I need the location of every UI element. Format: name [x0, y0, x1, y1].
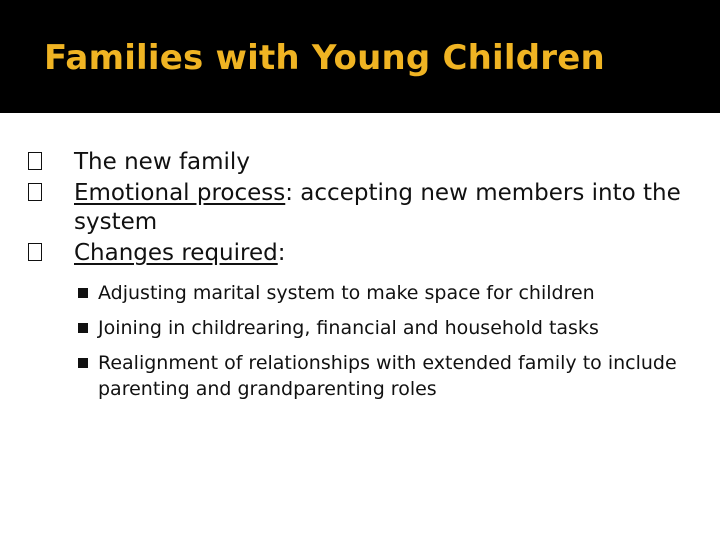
- sub-bullet-list: [28, 280, 698, 402]
- filled-square-bullet-icon: [78, 288, 88, 298]
- hollow-square-bullet-icon: [28, 183, 42, 201]
- slide-content: [28, 148, 698, 402]
- bullet-description: :: [277, 240, 286, 266]
- hollow-square-bullet-icon: [28, 152, 42, 170]
- filled-square-bullet-icon: [78, 323, 88, 333]
- sub-bullet-item: [28, 350, 698, 402]
- sub-bullet-item: [28, 315, 698, 341]
- filled-square-bullet-icon: [78, 358, 88, 368]
- bullet-description: : accepting new members into the system: [74, 180, 681, 235]
- bullet-text: [74, 179, 698, 237]
- sub-bullet-text: Realignment of relationships with extended family to include parenting and grandparenting roles: [98, 352, 677, 400]
- sub-bullet-item: [28, 280, 698, 306]
- bullet-text: The new family: [74, 149, 250, 175]
- slide-title: Families with Young Children: [44, 38, 605, 78]
- sub-bullet-text: Joining in childrearing, financial and household tasks: [98, 317, 599, 339]
- bullet-item: [28, 148, 698, 177]
- sub-bullet-text: Adjusting marital system to make space for children: [98, 282, 595, 304]
- bullet-label: Emotional process: [74, 180, 286, 206]
- hollow-square-bullet-icon: [28, 243, 42, 261]
- bullet-item: [28, 239, 698, 268]
- bullet-item: [28, 179, 698, 237]
- title-band: [0, 0, 720, 113]
- bullet-label: Changes required: [74, 240, 278, 266]
- bullet-text: [74, 239, 698, 268]
